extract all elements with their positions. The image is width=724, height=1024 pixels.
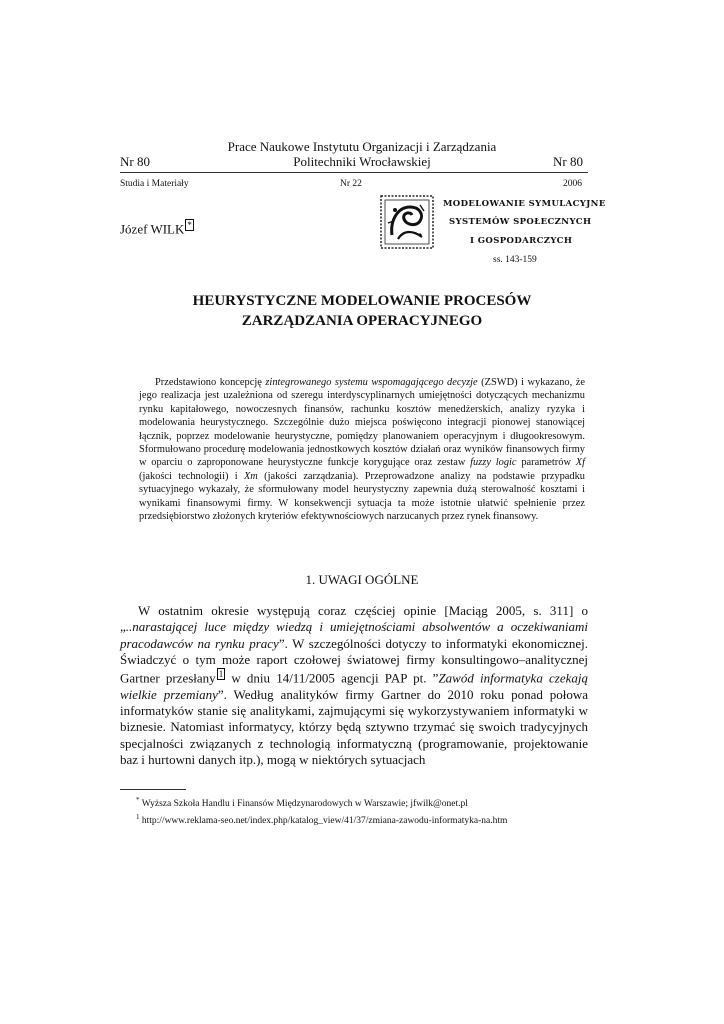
abstract-text: parametrów — [516, 457, 576, 469]
abstract-emphasis: fuzzy logic — [470, 457, 517, 469]
footnote-mark: * — [136, 796, 140, 804]
abstract-text: (jakości zarządzania). Przeprowadzone analizy na podstawie przypadku sytuacyjnego wykazały, że sformułowany model heurystyczny zapewnia dużą sterowalność kosztami i wynikami finansowymi firmy. W konsekwencji sytuacja ta może istotnie ułatwić spełnienie przez przedsiębiorstwo złożonych kryteriów efektywnościowych narzucanych przez rynek finansowy. — [139, 470, 586, 523]
abstract-emphasis: Xf — [575, 457, 585, 469]
paper-title-line1: HEURYSTYCZNE MODELOWANIE PROCESÓW — [192, 293, 532, 309]
body-quote: ..narastającej luce między wiedzą i umiejętnościami absolwentów a oczekiwaniami pracodawców na rynku pracy — [120, 619, 588, 651]
author-line — [120, 219, 194, 237]
conference-seal-icon — [380, 195, 434, 249]
author-name: Józef WILK — [120, 221, 185, 237]
footnote-mark: 1 — [136, 813, 140, 821]
series-subtitle: Studia i Materiały — [120, 179, 189, 189]
volume-number: Nr 22 — [340, 179, 362, 189]
paper-title-line2: ZARZĄDZANIA OPERACYJNEGO — [241, 313, 483, 329]
abstract-text: (jakości technologii) i — [139, 470, 244, 482]
body-text: ”. W szczególności dotyczy to informatyki ekonomicznej. Świadczyć o tym może raport czołowej światowej firmy konsultingowo–analitycznej Gartner przesłany — [120, 635, 588, 686]
series-title-line1: Prace Naukowe Instytutu Organizacji i Zarządzania — [227, 139, 497, 154]
body-text: ”. Według analityków firmy Gartner do 2010 roku ponad połowa informatyków stanie się analitykami, zajmującymi się wykorzystywaniem informatyki w biznesie. Natomiast informatycy, którzy będą sztywno trzymać się swoich tradycyjnych specjalności związanych z technologią informatyczną (programowanie, projektowanie baz i hurtowni danych itp.), mogą w niektórych sytuacjach — [120, 686, 588, 767]
conference-logo-line2: SYSTEMÓW SPOŁECZNYCH — [449, 217, 592, 227]
footnote-link[interactable]: http://www.reklama-seo.net/index.php/katalog_view/41/37/zmiana-zawodu-informatyka-na.htm — [139, 816, 508, 827]
issue-number-left: Nr 80 — [120, 154, 150, 169]
author-footnote-mark[interactable]: * — [187, 220, 192, 230]
conference-logo-line3: I GOSPODARCZYCH — [470, 236, 573, 246]
conference-logo-line1: MODELOWANIE SYMULACYJNE — [443, 199, 606, 209]
section-heading: 1. UWAGI OGÓLNE — [305, 572, 419, 587]
footnote-rule — [120, 789, 186, 790]
footnote-text: Wyższa Szkoła Handlu i Finansów Międzynarodowych w Warszawie; jfwilk@onet.pl — [139, 799, 468, 810]
issue-number-right: Nr 80 — [553, 154, 583, 169]
abstract-emphasis: Xm — [243, 470, 258, 482]
publication-year: 2006 — [563, 179, 582, 189]
page-range: ss. 143-159 — [493, 255, 537, 265]
body-paragraph — [120, 603, 588, 768]
body-text: w dniu 14/11/2005 agencji PAP pt. ” — [225, 670, 439, 686]
footnote-1 — [136, 813, 507, 826]
abstract-emphasis: zintegrowanego systemu wspomagającego decyzje — [265, 377, 478, 388]
abstract-text: Przedstawiono koncepcję — [155, 377, 266, 388]
abstract-text: (ZSWD) i wykazano, że jego realizacja jest uzależniona od szeregu interdyscyplinarnych umiejętności dotyczących mechanizmu rynku kapitałowego, nowoczesnych finansów, rachunku kosztów menedżerskich, analizy ryzyka i modelowania heurystycznego. Szczególnie dużo miejsca poświęcono integracji pionowej stanowiącej łącznik, poprzez modelowanie heurystyczne, pomiędzy planowaniem operacyjnym i długookresowym. Sformułowano procedurę modelowania jednostkowych kosztów działań oraz wyników finansowych firmy w oparciu o zaproponowane heurystyczne funkcje korygujące oraz zestaw — [139, 377, 585, 469]
footnote-ref-1[interactable]: 1 — [218, 669, 224, 680]
paper-title — [0, 291, 724, 331]
body-text: W ostatnim okresie występują coraz częściej opinie [Maciąg 2005, s. 311] o „ — [120, 603, 588, 635]
header-rule — [120, 172, 588, 173]
abstract — [139, 376, 585, 523]
body-quote: Zawód informatyka czekają wielkie przemiany — [120, 670, 588, 702]
footnote-author — [136, 796, 468, 809]
series-title-line2: Politechniki Wrocławskiej — [293, 154, 431, 169]
